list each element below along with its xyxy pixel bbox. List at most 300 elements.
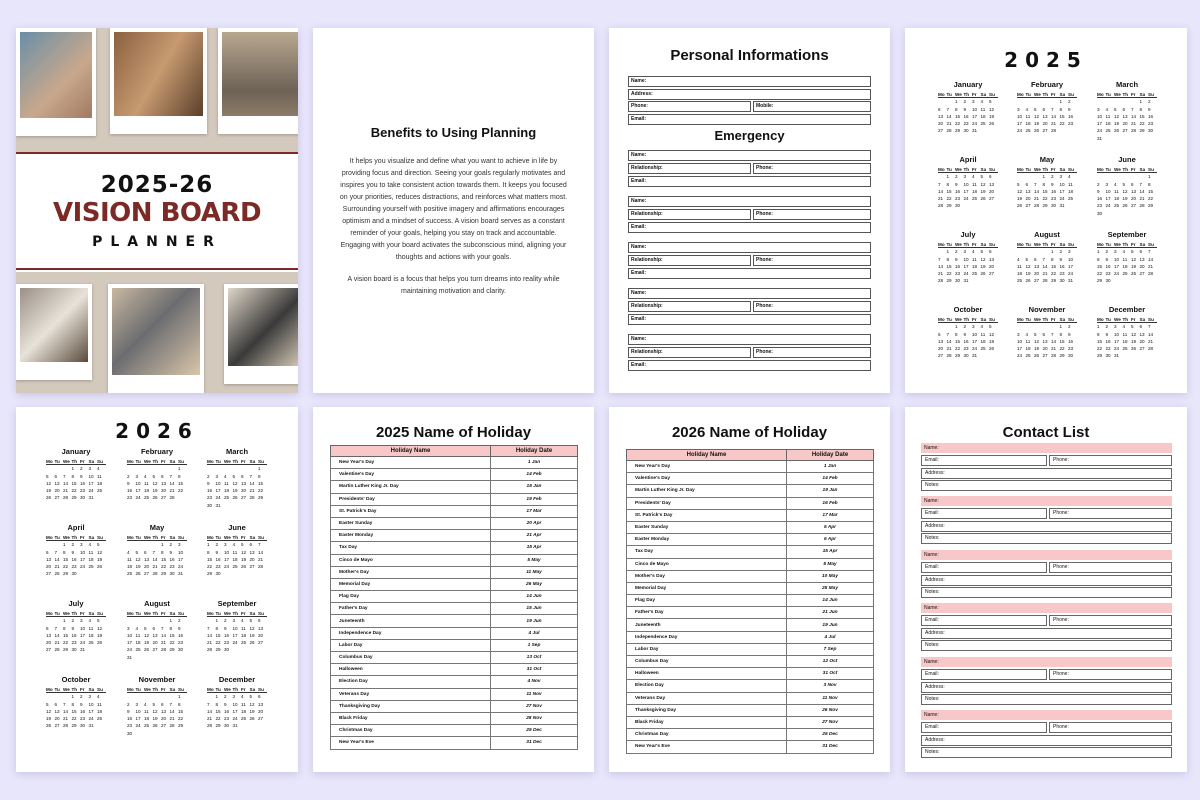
- emergency-name-field[interactable]: Name:: [628, 334, 871, 345]
- weekday-header: Tu: [1106, 316, 1115, 323]
- personal-info-page[interactable]: [609, 28, 890, 393]
- contact-email-field[interactable]: Email:: [921, 722, 1047, 733]
- weekday-header: Su: [178, 534, 187, 541]
- contact-email-field[interactable]: Email:: [921, 562, 1047, 573]
- holiday-name: St. Patrick's Day: [627, 509, 787, 521]
- contact-notes-field[interactable]: Notes:: [921, 747, 1172, 758]
- weekday-header: Tu: [216, 458, 225, 465]
- month-0: [938, 80, 998, 135]
- weekday-header: Sa: [89, 610, 98, 617]
- photo-laptop: [108, 284, 204, 393]
- contact-address-field[interactable]: Address:: [921, 735, 1172, 746]
- holiday-row: [627, 595, 874, 607]
- contact-list-page[interactable]: [905, 407, 1187, 772]
- day-cell: 7: [63, 473, 66, 479]
- holiday-date: 19 Jun: [491, 615, 578, 627]
- day-cell: 14: [63, 480, 69, 486]
- day-cell: 20: [1139, 338, 1145, 344]
- holiday-row: [627, 741, 874, 753]
- day-cell: 16: [1059, 263, 1065, 269]
- weekday-header: Mo: [46, 535, 53, 540]
- contact-notes-field[interactable]: Notes:: [921, 480, 1172, 491]
- contact-phone-field[interactable]: Phone:: [1049, 455, 1172, 466]
- day-cell: 14: [946, 113, 952, 119]
- day-cell: 7: [1051, 331, 1054, 337]
- day-cell: 10: [1059, 181, 1065, 187]
- month-day-grid: [1097, 91, 1157, 142]
- day-cell: 23: [71, 564, 77, 570]
- day-cell: 25: [232, 564, 238, 570]
- day-cell: 10: [127, 632, 133, 638]
- emergency-phone-field[interactable]: Phone:: [753, 347, 871, 358]
- holiday-name: Labor Day: [331, 639, 491, 651]
- day-cell: 21: [54, 564, 60, 570]
- weekday-header: We: [144, 535, 151, 540]
- day-cell: 10: [80, 625, 86, 631]
- weekday-header: Sa: [170, 458, 179, 465]
- day-cell: 26: [46, 723, 52, 729]
- weekday-header: Tu: [55, 534, 64, 541]
- day-cell: 24: [972, 346, 978, 352]
- emergency-relationship-field[interactable]: Relationship:: [628, 347, 751, 358]
- day-cell: 23: [80, 488, 86, 494]
- weekday-header: Sa: [981, 316, 990, 323]
- day-cell: 19: [989, 338, 995, 344]
- day-cell: 20: [258, 632, 264, 638]
- day-cell: 30: [178, 647, 184, 653]
- day-cell: 24: [1017, 128, 1023, 134]
- empty-cell: [144, 541, 153, 548]
- day-cell: 23: [1148, 121, 1154, 127]
- holiday-row: [627, 704, 874, 716]
- email-field[interactable]: Email:: [628, 114, 871, 125]
- day-cell: 10: [972, 331, 978, 337]
- weekday-header: Su: [258, 610, 267, 617]
- day-cell: 24: [1059, 196, 1065, 202]
- empty-cell: [127, 541, 136, 548]
- weekday-header: Sa: [981, 241, 990, 248]
- day-cell: 25: [1122, 271, 1128, 277]
- day-cell: 8: [215, 701, 219, 707]
- month-11: [1097, 305, 1157, 360]
- day-cell: 28: [1131, 128, 1137, 134]
- day-cell: 12: [97, 549, 103, 555]
- day-cell: 25: [241, 716, 247, 722]
- day-cell: 30: [71, 571, 77, 577]
- holiday-date: 19 Jan: [787, 485, 874, 497]
- day-cell: 30: [80, 495, 86, 501]
- day-cell: 21: [207, 640, 213, 646]
- day-cell: 25: [1017, 278, 1023, 284]
- day-cell: 16: [1051, 188, 1057, 194]
- empty-cell: [161, 693, 170, 700]
- day-cell: 28: [946, 128, 952, 134]
- holiday-name: Election Day: [627, 680, 787, 692]
- holiday-name: Memorial Day: [331, 578, 491, 590]
- emergency-phone-field[interactable]: Phone:: [753, 255, 871, 266]
- day-cell: 15: [1097, 263, 1103, 269]
- day-cell: 21: [1051, 121, 1057, 127]
- day-cell: 21: [169, 488, 175, 494]
- day-cell: 14: [1131, 113, 1137, 119]
- day-cell: 16: [963, 338, 969, 344]
- day-cell: 3: [232, 618, 236, 624]
- holiday-date: 20 Apr: [491, 517, 578, 529]
- day-cell: 5: [232, 473, 236, 479]
- weekday-header: Tu: [947, 241, 956, 248]
- day-cell: 7: [1131, 106, 1134, 112]
- day-cell: 31: [1097, 135, 1103, 141]
- holiday-date: 5 May: [491, 554, 578, 566]
- contact-name-field[interactable]: Name:: [921, 496, 1172, 506]
- day-cell: 3: [88, 694, 92, 700]
- cover-page[interactable]: [16, 28, 298, 393]
- day-cell: 22: [946, 271, 952, 277]
- day-cell: 15: [1139, 113, 1145, 119]
- day-cell: 11: [1017, 263, 1022, 269]
- address-field[interactable]: Address:: [628, 89, 871, 100]
- day-cell: 4: [1025, 331, 1029, 337]
- day-cell: 21: [207, 716, 213, 722]
- holiday-date: 31 Dec: [491, 737, 578, 749]
- weekday-header: Su: [989, 91, 998, 98]
- day-cell: 3: [1059, 174, 1063, 180]
- day-cell: 11: [980, 106, 986, 112]
- empty-cell: [1034, 173, 1043, 180]
- day-cell: 17: [80, 556, 86, 562]
- day-cell: 18: [88, 632, 94, 638]
- contact-name-field[interactable]: Name:: [921, 710, 1172, 720]
- empty-cell: [1131, 173, 1140, 180]
- personal-info-title: Personal Informations: [670, 47, 829, 64]
- day-cell: 19: [46, 716, 52, 722]
- emergency-name-field[interactable]: Name:: [628, 288, 871, 299]
- day-cell: 15: [161, 556, 167, 562]
- day-cell: 7: [152, 549, 156, 555]
- month-name: May: [1039, 155, 1055, 164]
- day-cell: 29: [1139, 128, 1145, 134]
- contact-notes-field[interactable]: Notes:: [921, 640, 1172, 651]
- day-cell: 17: [127, 640, 133, 646]
- day-cell: 28: [54, 571, 60, 577]
- contact-notes-field[interactable]: Notes:: [921, 587, 1172, 598]
- holiday-row: [331, 615, 578, 627]
- weekday-header: We: [1034, 92, 1041, 97]
- holiday-date: 28 Nov: [491, 712, 578, 724]
- emergency-phone-field[interactable]: Phone:: [753, 209, 871, 220]
- day-cell: 18: [97, 480, 103, 486]
- weekday-header: Su: [97, 534, 106, 541]
- day-cell: 7: [1042, 256, 1046, 262]
- day-cell: 15: [946, 263, 952, 269]
- day-cell: 26: [1131, 346, 1137, 352]
- day-cell: 21: [54, 640, 60, 646]
- empty-cell: [233, 465, 242, 472]
- day-cell: 1: [207, 542, 210, 548]
- day-cell: 7: [946, 331, 950, 337]
- day-cell: 5: [1034, 331, 1037, 337]
- emergency-email-field[interactable]: Email:: [628, 222, 871, 233]
- holiday-date: 14 Feb: [491, 469, 578, 481]
- name-field[interactable]: Name:: [628, 76, 871, 87]
- day-cell: 6: [46, 625, 49, 631]
- holiday-name: Easter Monday: [331, 530, 491, 542]
- emergency-name-field[interactable]: Name:: [628, 150, 871, 161]
- emergency-phone-field[interactable]: Phone:: [753, 301, 871, 312]
- contact-phone-field[interactable]: Phone:: [1049, 562, 1172, 573]
- day-cell: 30: [1068, 353, 1074, 359]
- weekday-header: Sa: [89, 686, 98, 693]
- photo-guitar: [110, 28, 207, 134]
- day-cell: 5: [1131, 249, 1134, 255]
- day-cell: 3: [224, 542, 227, 548]
- holidays-2026-page[interactable]: [609, 407, 890, 772]
- holiday-name-header: Holiday Name: [331, 446, 491, 457]
- month-name: February: [1030, 80, 1064, 89]
- photo-hands: [16, 28, 96, 136]
- holidays-2025-page[interactable]: [313, 407, 594, 772]
- holiday-row: [627, 473, 874, 485]
- day-cell: 23: [127, 495, 133, 501]
- day-cell: 8: [955, 106, 958, 112]
- day-cell: 24: [963, 271, 969, 277]
- emergency-email-field[interactable]: Email:: [628, 176, 871, 187]
- emergency-email-field[interactable]: Email:: [628, 360, 871, 371]
- day-cell: 16: [224, 632, 230, 638]
- weekday-header: Sa: [170, 686, 179, 693]
- day-cell: 19: [980, 263, 986, 269]
- contact-email-field[interactable]: Email:: [921, 669, 1047, 680]
- day-cell: 8: [178, 701, 181, 707]
- empty-cell: [207, 693, 216, 700]
- day-cell: 22: [1042, 196, 1048, 202]
- day-cell: 3: [88, 466, 92, 472]
- day-cell: 16: [1105, 263, 1111, 269]
- contact-address-field[interactable]: Address:: [921, 682, 1172, 693]
- day-cell: 28: [207, 723, 213, 729]
- emergency-name-field[interactable]: Name:: [628, 242, 871, 253]
- month-name: October: [953, 305, 983, 314]
- day-cell: 14: [1148, 256, 1154, 262]
- month-4: [127, 523, 187, 578]
- calendar-2025-page[interactable]: [905, 28, 1187, 393]
- weekday-header: Mo: [127, 535, 134, 540]
- contact-email-field[interactable]: Email:: [921, 455, 1047, 466]
- contact-notes-field[interactable]: Notes:: [921, 694, 1172, 705]
- day-cell: 29: [215, 647, 221, 653]
- day-cell: 7: [938, 256, 941, 262]
- day-cell: 30: [224, 647, 230, 653]
- emergency-name-field[interactable]: Name:: [628, 196, 871, 207]
- contact-address-field[interactable]: Address:: [921, 575, 1172, 586]
- contact-name-field[interactable]: Name:: [921, 657, 1172, 667]
- day-cell: 16: [955, 188, 961, 194]
- mobile-field[interactable]: Mobile:: [753, 101, 871, 112]
- benefits-page[interactable]: [313, 28, 594, 393]
- day-cell: 21: [161, 640, 167, 646]
- contact-name-field[interactable]: Name:: [921, 603, 1172, 613]
- day-cell: 4: [1114, 181, 1117, 187]
- day-cell: 6: [989, 249, 992, 255]
- day-cell: 3: [80, 618, 83, 624]
- day-cell: 30: [963, 353, 969, 359]
- day-cell: 2: [178, 618, 181, 624]
- holiday-date-header: Holiday Date: [787, 450, 874, 461]
- empty-cell: [136, 465, 145, 472]
- weekday-header: Su: [989, 241, 998, 248]
- day-cell: 14: [54, 556, 60, 562]
- weekday-header: Mo: [1017, 317, 1024, 322]
- emergency-relationship-field[interactable]: Relationship:: [628, 255, 751, 266]
- empty-cell: [938, 173, 947, 180]
- empty-cell: [1034, 323, 1043, 330]
- empty-cell: [1043, 248, 1052, 255]
- month-name: January: [61, 447, 91, 456]
- weekday-header: Tu: [947, 166, 956, 173]
- contact-name-field[interactable]: Name:: [921, 443, 1172, 453]
- day-cell: 30: [215, 571, 221, 577]
- day-cell: 1: [63, 542, 66, 548]
- emergency-relationship-field[interactable]: Relationship:: [628, 163, 751, 174]
- weekday-header: We: [955, 92, 962, 97]
- holiday-name: New Year's Eve: [331, 737, 491, 749]
- day-cell: 10: [135, 708, 141, 714]
- holiday-name: Independence Day: [331, 627, 491, 639]
- month-day-grid: [127, 686, 187, 737]
- day-cell: 3: [963, 174, 967, 180]
- day-cell: 30: [169, 571, 175, 577]
- day-cell: 17: [80, 632, 86, 638]
- day-cell: 2: [1105, 324, 1109, 330]
- emergency-relationship-field[interactable]: Relationship:: [628, 209, 751, 220]
- day-cell: 18: [1017, 271, 1023, 277]
- holiday-name: Father's Day: [331, 603, 491, 615]
- day-cell: 8: [1042, 181, 1046, 187]
- day-cell: 28: [169, 723, 175, 729]
- day-cell: 3: [178, 542, 181, 548]
- contact-address-field[interactable]: Address:: [921, 521, 1172, 532]
- holiday-date: 15 Apr: [491, 542, 578, 554]
- phone-field[interactable]: Phone:: [628, 101, 751, 112]
- holiday-date: 15 Apr: [787, 546, 874, 558]
- holiday-date: 11 Nov: [491, 688, 578, 700]
- day-cell: 13: [46, 632, 52, 638]
- day-cell: 31: [215, 502, 221, 508]
- day-cell: 9: [963, 331, 967, 337]
- day-cell: 17: [178, 556, 184, 562]
- day-cell: 5: [46, 701, 49, 707]
- contact-phone-field[interactable]: Phone:: [1049, 615, 1172, 626]
- day-cell: 1: [1042, 174, 1046, 180]
- month-day-grid: [1017, 166, 1077, 210]
- day-cell: 18: [224, 488, 230, 494]
- day-cell: 6: [54, 473, 58, 479]
- holiday-date: 1 Sep: [491, 639, 578, 651]
- day-cell: 28: [161, 647, 167, 653]
- day-cell: 10: [963, 181, 969, 187]
- day-cell: 12: [989, 331, 995, 337]
- day-cell: 13: [1025, 188, 1031, 194]
- day-cell: 22: [63, 564, 69, 570]
- contact-email-field[interactable]: Email:: [921, 615, 1047, 626]
- day-cell: 29: [1051, 278, 1057, 284]
- day-cell: 25: [97, 488, 103, 494]
- emergency-relationship-field[interactable]: Relationship:: [628, 301, 751, 312]
- day-cell: 2: [963, 99, 967, 105]
- emergency-email-field[interactable]: Email:: [628, 268, 871, 279]
- weekday-header: Fr: [972, 166, 981, 173]
- holiday-name: Black Friday: [627, 716, 787, 728]
- day-cell: 3: [1097, 106, 1100, 112]
- contact-notes-field[interactable]: Notes:: [921, 533, 1172, 544]
- day-cell: 25: [1025, 128, 1031, 134]
- empty-cell: [250, 465, 259, 472]
- weekday-header: Su: [97, 686, 106, 693]
- day-cell: 13: [1131, 188, 1137, 194]
- month-7: [127, 599, 187, 661]
- weekday-header: Tu: [216, 686, 225, 693]
- day-cell: 11: [144, 480, 149, 486]
- day-cell: 4: [1068, 174, 1071, 180]
- empty-cell: [1097, 98, 1106, 105]
- day-cell: 4: [980, 99, 984, 105]
- day-cell: 13: [989, 256, 995, 262]
- day-cell: 2: [955, 174, 958, 180]
- day-cell: 24: [178, 564, 184, 570]
- day-cell: 13: [1122, 113, 1128, 119]
- holiday-row: [627, 631, 874, 643]
- contact-address-field[interactable]: Address:: [921, 628, 1172, 639]
- holiday-row: [331, 712, 578, 724]
- contact-phone-field[interactable]: Phone:: [1049, 722, 1172, 733]
- emergency-phone-field[interactable]: Phone:: [753, 163, 871, 174]
- day-cell: 12: [1034, 113, 1040, 119]
- day-cell: 11: [972, 181, 977, 187]
- weekday-header: We: [1034, 242, 1041, 247]
- contact-phone-field[interactable]: Phone:: [1049, 508, 1172, 519]
- day-cell: 15: [178, 480, 184, 486]
- day-cell: 20: [54, 488, 60, 494]
- empty-cell: [1017, 173, 1026, 180]
- day-cell: 16: [80, 708, 86, 714]
- weekday-header: Sa: [981, 166, 990, 173]
- day-cell: 16: [207, 488, 213, 494]
- calendar-2026-page[interactable]: [16, 407, 298, 772]
- empty-cell: [55, 465, 64, 472]
- day-cell: 6: [241, 473, 244, 479]
- day-cell: 9: [955, 256, 958, 262]
- day-cell: 1: [1097, 249, 1100, 255]
- holidays-2025-title: 2025 Name of Holiday: [375, 424, 532, 441]
- month-day-grid: [938, 241, 998, 285]
- holiday-name: St. Patrick's Day: [331, 505, 491, 517]
- contact-name-field[interactable]: Name:: [921, 550, 1172, 560]
- day-cell: 30: [224, 723, 230, 729]
- contact-email-field[interactable]: Email:: [921, 508, 1047, 519]
- day-cell: 5: [1122, 181, 1126, 187]
- holiday-row: [331, 542, 578, 554]
- day-cell: 19: [980, 188, 986, 194]
- contact-address-field[interactable]: Address:: [921, 468, 1172, 479]
- holiday-row: [331, 578, 578, 590]
- weekday-header: Th: [153, 458, 162, 465]
- contact-phone-field[interactable]: Phone:: [1049, 669, 1172, 680]
- day-cell: 31: [88, 723, 94, 729]
- holiday-row: [331, 652, 578, 664]
- weekday-header: Fr: [161, 458, 170, 465]
- emergency-email-field[interactable]: Email:: [628, 314, 871, 325]
- day-cell: 24: [135, 495, 141, 501]
